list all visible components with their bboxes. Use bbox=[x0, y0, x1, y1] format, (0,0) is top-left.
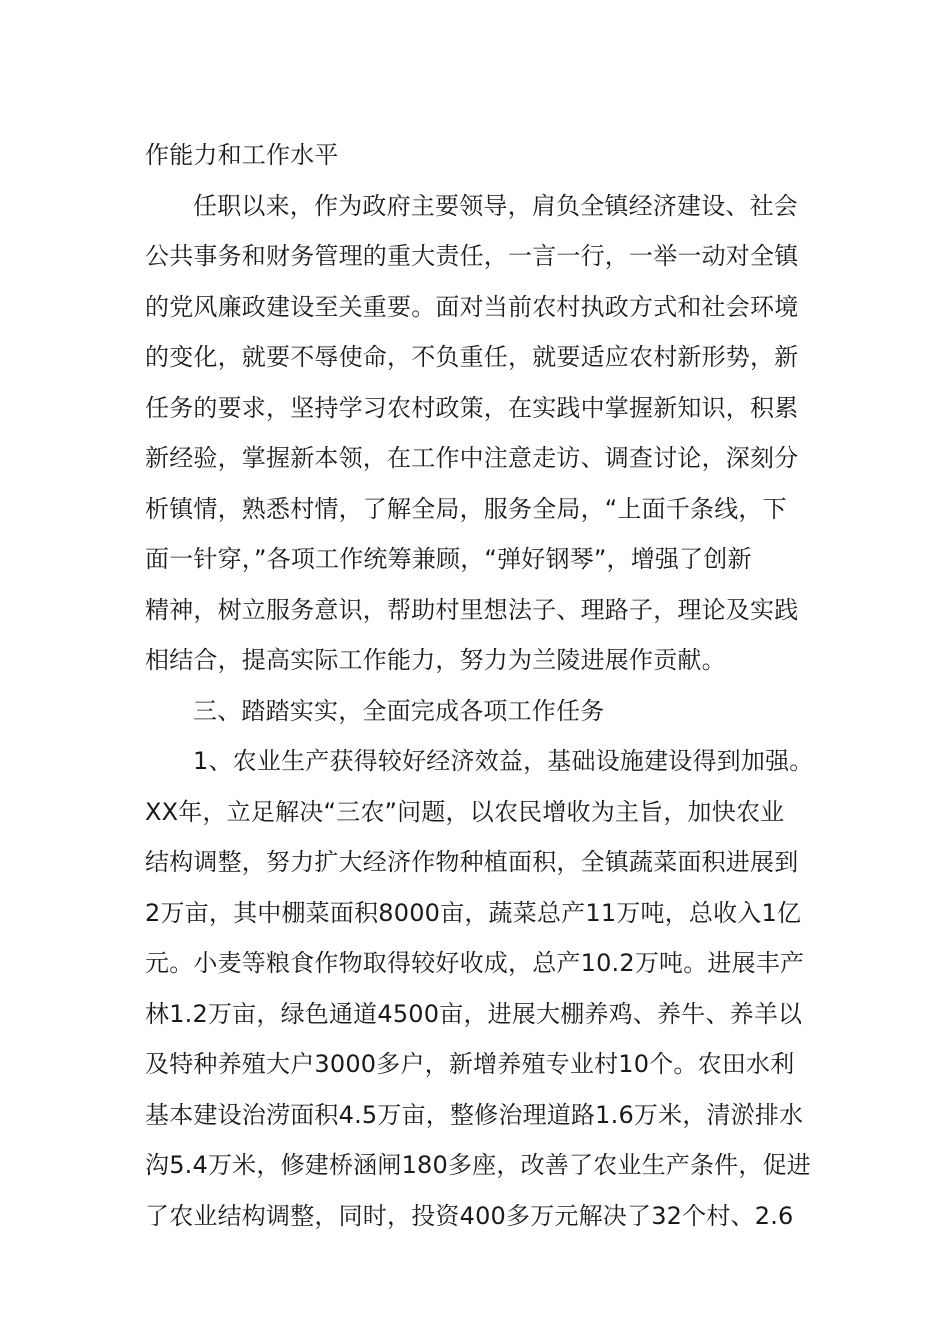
text-line: 基本建设治涝面积4.5万亩，整修治理道路1.6万米，清淤排水 bbox=[145, 1100, 804, 1129]
text-line: 面一针穿，”各项工作统筹兼顾，“弹好钢琴”，增强了创新 bbox=[145, 545, 752, 573]
text-line: 2万亩，其中棚菜面积8000亩，蔬菜总产11万吨，总收入1亿 bbox=[145, 898, 802, 927]
text-line: 了农业结构调整，同时，投资400多万元解决了32个村、2.6 bbox=[145, 1201, 794, 1230]
text-line: 相结合，提高实际工作能力，努力为兰陵进展作贡献。 bbox=[145, 646, 726, 674]
text-line: 林1.2万亩，绿色通道4500亩，进展大棚养鸡、养牛、养羊以 bbox=[145, 999, 803, 1028]
text-line: 任职以来，作为政府主要领导，肩负全镇经济建设、社会 bbox=[193, 191, 798, 220]
text-line: 结构调整，努力扩大经济作物种植面积，全镇蔬菜面积进展到 bbox=[145, 848, 799, 876]
text-line: 作能力和工作水平 bbox=[145, 141, 339, 169]
text-line: 1、农业生产获得较好经济效益，基础设施建设得到加强。 bbox=[193, 747, 814, 775]
text-line: 的变化，就要不辱使命，不负重任，就要适应农村新形势，新 bbox=[145, 343, 799, 371]
text-line: 新经验，掌握新本领，在工作中注意走访、调查讨论，深刻分 bbox=[145, 444, 799, 472]
text-line: 精神，树立服务意识，帮助村里想法子、理路子，理论及实践 bbox=[145, 595, 799, 624]
text-line: 元。小麦等粮食作物取得较好收成，总产10.2万吨。进展丰产 bbox=[145, 949, 805, 977]
text-line: 沟5.4万米，修建桥涵闸180多座，改善了农业生产条件，促进 bbox=[145, 1151, 811, 1179]
text-line: 及特种养殖大户3000多户，新增养殖专业村10个。农田水利 bbox=[145, 1050, 795, 1078]
section-heading: 三、踏踏实实，全面完成各项工作任务 bbox=[193, 696, 605, 725]
body-text bbox=[145, 130, 815, 1241]
text-line: 的党风廉政建设至关重要。面对当前农村执政方式和社会环境 bbox=[145, 292, 799, 321]
text-line: 析镇情，熟悉村情，了解全局，服务全局，“上面千条线，下 bbox=[145, 494, 787, 523]
text-line: 任务的要求，坚持学习农村政策，在实践中掌握新知识，积累 bbox=[145, 393, 799, 422]
text-line: XX年，立足解决“三农”问题，以农民增收为主旨，加快农业 bbox=[145, 797, 785, 826]
text-line: 公共事务和财务管理的重大责任，一言一行，一举一动对全镇 bbox=[145, 242, 799, 270]
